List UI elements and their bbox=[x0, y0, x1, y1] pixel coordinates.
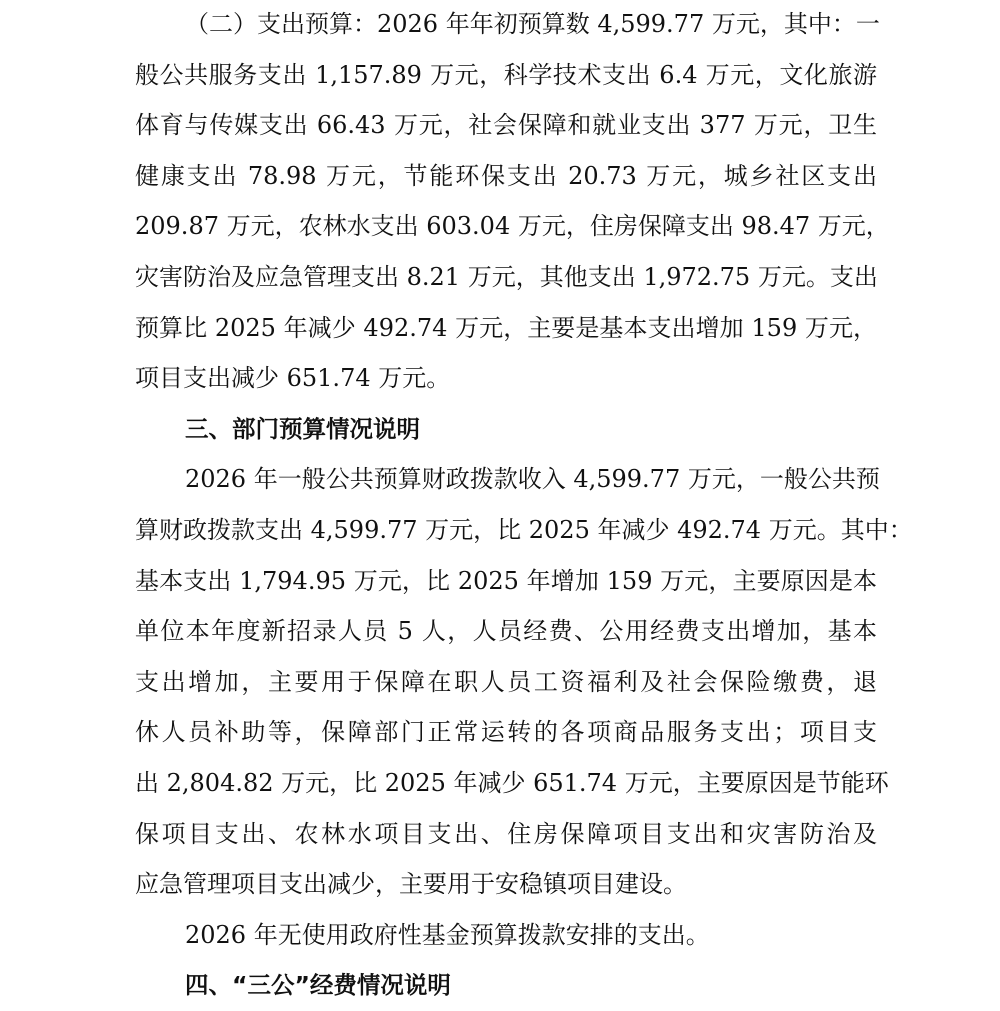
text-line: 般公共服务支出 1,157.89 万元，科学技术支出 6.4 万元，文化旅游 bbox=[135, 60, 877, 89]
text-line: 2026 年一般公共预算财政拨款收入 4,599.77 万元，一般公共预 bbox=[185, 465, 880, 494]
text-line: 应急管理项目支出减少，主要用于安稳镇项目建设。 bbox=[135, 870, 687, 899]
heading-text: 三、部门预算情况说明 bbox=[185, 414, 420, 443]
text-line: 基本支出 1,794.95 万元，比 2025 年增加 159 万元，主要原因是本 bbox=[135, 566, 877, 595]
paragraph bbox=[135, 0, 890, 404]
heading-text: 四、“三公”经费情况说明 bbox=[185, 971, 451, 1000]
section-heading bbox=[135, 404, 877, 455]
text-line: 209.87 万元，农林水支出 603.04 万元，住房保障支出 98.47 万元， bbox=[135, 212, 890, 241]
text-line: 算财政拨款支出 4,599.77 万元，比 2025 年减少 492.74 万元。其中： bbox=[135, 515, 913, 544]
text-line: 保项目支出、农林水项目支出、住房保障项目支出和灾害防治及 bbox=[135, 819, 877, 848]
text-line: 灾害防治及应急管理支出 8.21 万元，其他支出 1,972.75 万元。支出 bbox=[135, 262, 878, 291]
text-line: 预算比 2025 年减少 492.74 万元，主要是基本支出增加 159 万元， bbox=[135, 313, 877, 342]
document-page bbox=[135, 0, 913, 1011]
text-line: 单位本年度新招录人员 5 人，人员经费、公用经费支出增加，基本 bbox=[135, 617, 877, 646]
text-line: 休人员补助等，保障部门正常运转的各项商品服务支出；项目支 bbox=[135, 718, 877, 747]
paragraph bbox=[135, 910, 877, 961]
text-line: 2026 年无使用政府性基金预算拨款安排的支出。 bbox=[185, 920, 710, 949]
text-line: 体育与传媒支出 66.43 万元，社会保障和就业支出 377 万元，卫生 bbox=[135, 111, 877, 140]
text-line: （二）支出预算：2026 年年初预算数 4,599.77 万元，其中：一 bbox=[185, 10, 880, 38]
text-line: 出 2,804.82 万元，比 2025 年减少 651.74 万元，主要原因是节能环 bbox=[135, 768, 889, 797]
section-heading bbox=[135, 960, 877, 1011]
paragraph bbox=[135, 454, 913, 909]
text-line: 健康支出 78.98 万元，节能环保支出 20.73 万元，城乡社区支出 bbox=[135, 161, 877, 190]
text-line: 支出增加，主要用于保障在职人员工资福利及社会保险缴费，退 bbox=[135, 667, 877, 696]
text-line: 项目支出减少 651.74 万元。 bbox=[135, 364, 451, 393]
